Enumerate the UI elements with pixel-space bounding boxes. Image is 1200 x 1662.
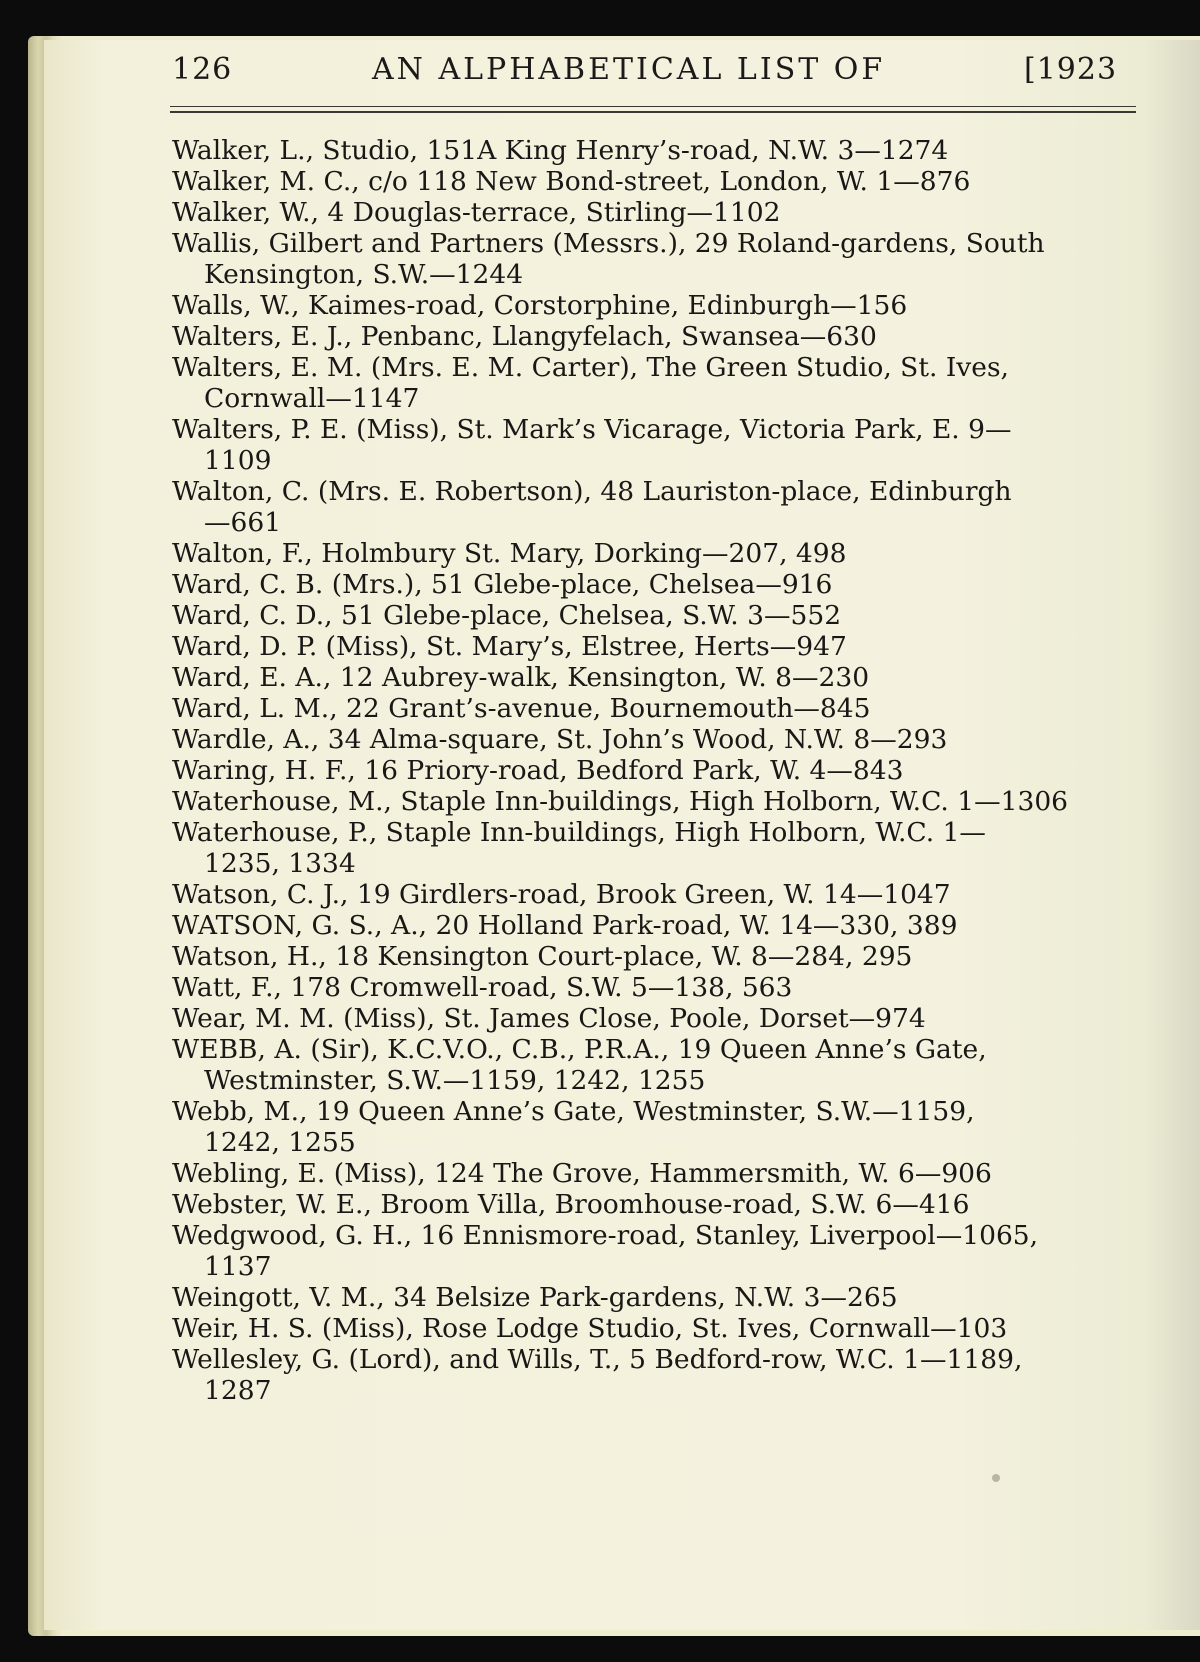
entry-line: Walton, F., Holmbury St. Mary, Dorking—207, 498 xyxy=(172,538,847,569)
list-entry xyxy=(172,1158,1167,1189)
header-rule-thin xyxy=(170,106,1136,107)
running-title: AN ALPHABETICAL LIST OF xyxy=(372,52,886,87)
list-entry xyxy=(172,1220,1167,1282)
list-entry xyxy=(172,724,1167,755)
entry-continuation: Westminster, S.W.—1159, 1242, 1255 xyxy=(204,1065,706,1096)
list-entry xyxy=(172,197,1167,228)
entry-line: WATSON, G. S., A., 20 Holland Park-road, W. 14—330, 389 xyxy=(172,910,958,941)
list-entry xyxy=(172,166,1167,197)
page-number: 126 xyxy=(172,52,233,87)
entry-line: Webster, W. E., Broom Villa, Broomhouse-road, S.W. 6—416 xyxy=(172,1189,970,1220)
list-entry xyxy=(172,786,1167,817)
page-header xyxy=(172,52,1172,102)
entry-line: Walls, W., Kaimes-road, Corstorphine, Edinburgh—156 xyxy=(172,290,908,321)
entry-line: Wedgwood, G. H., 16 Ennismore-road, Stanley, Liverpool—1065, xyxy=(172,1220,1039,1251)
list-entry xyxy=(172,941,1167,972)
list-entry xyxy=(172,290,1167,321)
entry-line: Weir, H. S. (Miss), Rose Lodge Studio, St. Ives, Cornwall—103 xyxy=(172,1313,1008,1344)
entry-line: Weingott, V. M., 34 Belsize Park-gardens, N.W. 3—265 xyxy=(172,1282,898,1313)
entry-line: Ward, C. D., 51 Glebe-place, Chelsea, S.W. 3—552 xyxy=(172,600,842,631)
list-entry xyxy=(172,352,1167,414)
entry-continuation: Kensington, S.W.—1244 xyxy=(204,259,524,290)
entry-continuation: —661 xyxy=(204,507,282,538)
entry-line: Wardle, A., 34 Alma-square, St. John’s Wood, N.W. 8—293 xyxy=(172,724,948,755)
list-entry xyxy=(172,631,1167,662)
list-entry xyxy=(172,1313,1167,1344)
entry-line: Walton, C. (Mrs. E. Robertson), 48 Lauriston-place, Edinburgh xyxy=(172,476,1012,507)
list-entry xyxy=(172,910,1167,941)
entry-line: Waring, H. F., 16 Priory-road, Bedford Park, W. 4—843 xyxy=(172,755,904,786)
list-entry xyxy=(172,569,1167,600)
entry-line: Webb, M., 19 Queen Anne’s Gate, Westminster, S.W.—1159, xyxy=(172,1096,975,1127)
entry-line: Watt, F., 178 Cromwell-road, S.W. 5—138, 563 xyxy=(172,972,793,1003)
entry-line: Walker, L., Studio, 151A King Henry’s-road, N.W. 3—1274 xyxy=(172,135,949,166)
entry-line: Waterhouse, P., Staple Inn-buildings, High Holborn, W.C. 1— xyxy=(172,817,986,848)
entry-line: Wallis, Gilbert and Partners (Messrs.), 29 Roland-gardens, South xyxy=(172,228,1045,259)
list-entry xyxy=(172,228,1167,290)
entry-line: Walters, E. M. (Mrs. E. M. Carter), The Green Studio, St. Ives, xyxy=(172,352,1009,383)
entry-continuation: 1137 xyxy=(204,1251,272,1282)
list-entry xyxy=(172,662,1167,693)
entry-line: Wellesley, G. (Lord), and Wills, T., 5 Bedford-row, W.C. 1—1189, xyxy=(172,1344,1023,1375)
entry-line: Walker, M. C., c/o 118 New Bond-street, London, W. 1—876 xyxy=(172,166,971,197)
entry-line: Walters, P. E. (Miss), St. Mark’s Vicarage, Victoria Park, E. 9— xyxy=(172,414,1012,445)
list-entry xyxy=(172,755,1167,786)
list-entry xyxy=(172,1003,1167,1034)
header-rule-thick xyxy=(170,111,1136,113)
list-entry xyxy=(172,476,1167,538)
list-entry xyxy=(172,879,1167,910)
entry-line: Wear, M. M. (Miss), St. James Close, Poole, Dorset—974 xyxy=(172,1003,926,1034)
list-entry xyxy=(172,1189,1167,1220)
entry-list xyxy=(172,135,1167,1406)
entry-line: Ward, E. A., 12 Aubrey-walk, Kensington, W. 8—230 xyxy=(172,662,870,693)
list-entry xyxy=(172,414,1167,476)
list-entry xyxy=(172,972,1167,1003)
entry-line: Ward, L. M., 22 Grant’s-avenue, Bournemouth—845 xyxy=(172,693,871,724)
entry-line: Ward, D. P. (Miss), St. Mary’s, Elstree, Herts—947 xyxy=(172,631,847,662)
list-entry xyxy=(172,600,1167,631)
list-entry xyxy=(172,135,1167,166)
list-entry xyxy=(172,1096,1167,1158)
page-year: [1923 xyxy=(1024,52,1118,87)
entry-line: Walters, E. J., Penbanc, Llangyfelach, Swansea—630 xyxy=(172,321,877,352)
list-entry xyxy=(172,1344,1167,1406)
entry-line: Ward, C. B. (Mrs.), 51 Glebe-place, Chelsea—916 xyxy=(172,569,833,600)
entry-continuation: 1235, 1334 xyxy=(204,848,356,879)
list-entry xyxy=(172,817,1167,879)
entry-line: Waterhouse, M., Staple Inn-buildings, High Holborn, W.C. 1—1306 xyxy=(172,786,1069,817)
entry-continuation: 1287 xyxy=(204,1375,272,1406)
list-entry xyxy=(172,1282,1167,1313)
entry-line: Watson, H., 18 Kensington Court-place, W. 8—284, 295 xyxy=(172,941,913,972)
entry-line: Watson, C. J., 19 Girdlers-road, Brook Green, W. 14—1047 xyxy=(172,879,951,910)
list-entry xyxy=(172,693,1167,724)
entry-line: Webling, E. (Miss), 124 The Grove, Hammersmith, W. 6—906 xyxy=(172,1158,992,1189)
list-entry xyxy=(172,1034,1167,1096)
entry-continuation: Cornwall—1147 xyxy=(204,383,420,414)
entry-line: Walker, W., 4 Douglas-terrace, Stirling—1102 xyxy=(172,197,781,228)
list-entry xyxy=(172,321,1167,352)
list-entry xyxy=(172,538,1167,569)
entry-continuation: 1242, 1255 xyxy=(204,1127,356,1158)
entry-continuation: 1109 xyxy=(204,445,272,476)
entry-line: WEBB, A. (Sir), K.C.V.O., C.B., P.R.A., 19 Queen Anne’s Gate, xyxy=(172,1034,987,1065)
paper-speck xyxy=(992,1474,1000,1482)
